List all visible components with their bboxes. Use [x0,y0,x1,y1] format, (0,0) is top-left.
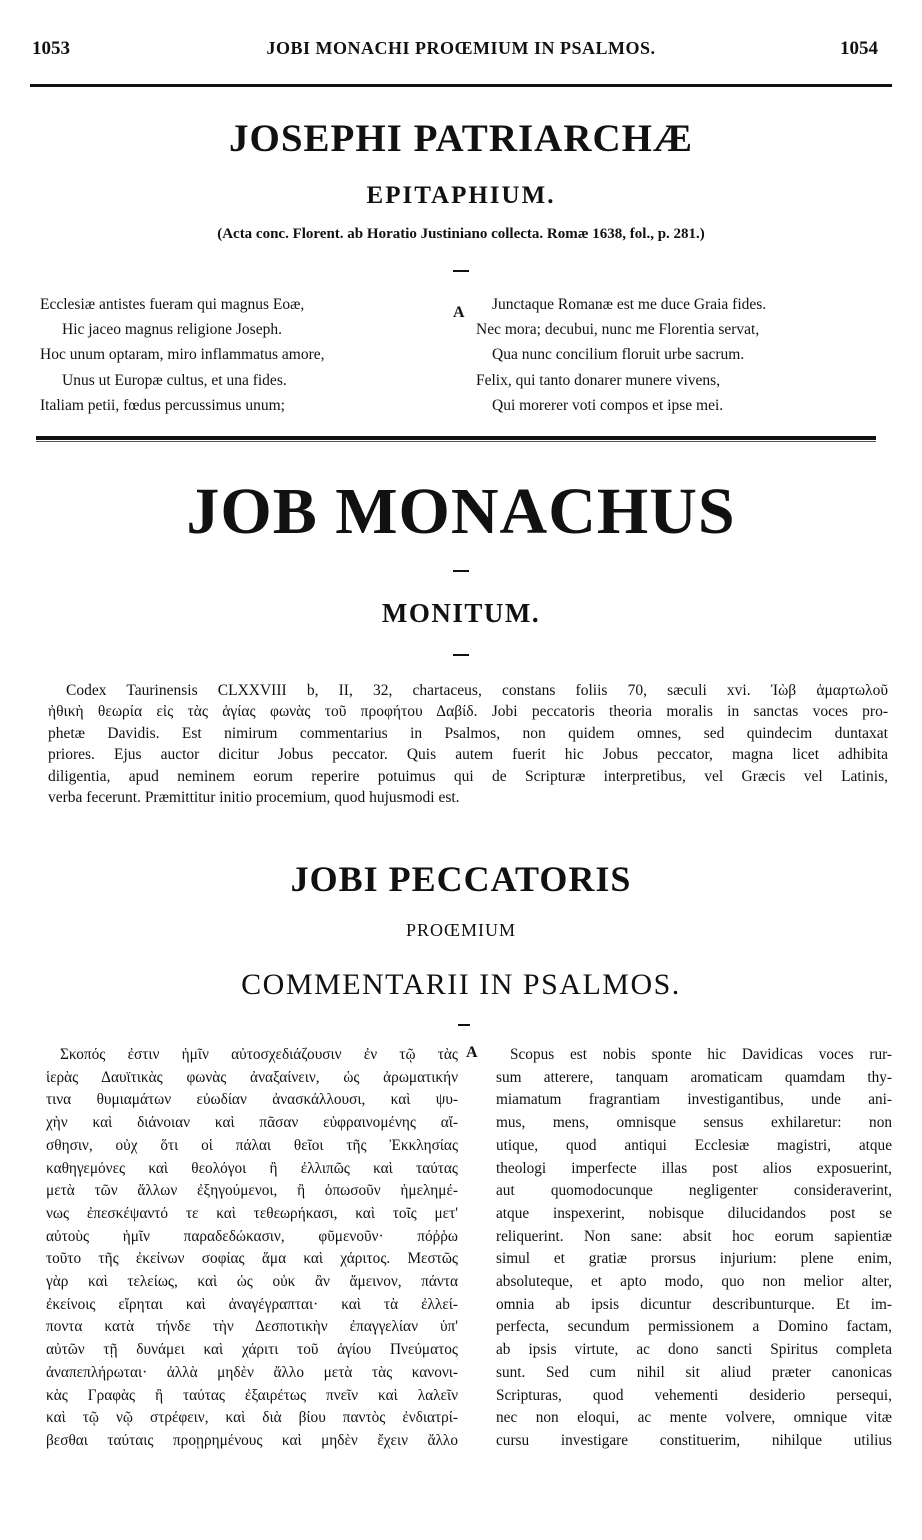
greek-line: τοῦτο τῆς ἐκείνων σοφίας ἅμα καὶ χάριτος. Μεστῶς [46,1250,458,1268]
monitum-text [48,680,888,808]
epitaph-source: (Acta conc. Florent. ab Horatio Justiniano collecta. Romæ 1638, fol., p. 281.) [217,226,705,242]
verse-line: Qua nunc concilium floruit urbe sacrum. [492,346,745,364]
monitum-line: verba fecerunt. Præmittitur initio procemium, quod hujusmodi est. [48,789,460,807]
epitaph-verse-right [476,292,886,418]
latin-line: theologi imperfecte illas post alios exposuerint, [496,1159,892,1177]
monitum-line: phetæ Davidis. Est nimirum commentarius in Psalmos, non quidem omnes, sed quindecim duntaxat [48,724,888,742]
greek-line: νως ἐπεσκέψαντό τε καὶ τεθεωρήκασι, καὶ τοῖς μετ' [46,1204,458,1222]
greek-line: αὐτοὺς ἡμῖν παραδεδώκασιν, φῦμενοῦν· πόῤῥω [46,1227,458,1245]
greek-line: ποντα κατὰ τήνδε τὴν Δεσποτικὴν ἐπαγγελίαν ὑπ' [46,1318,458,1336]
greek-line: ἀναπεπλήρωται· ἀλλὰ μηδὲν ἄλλο μετὰ τὰς κανονι- [46,1363,458,1381]
verse-line: Unus ut Europæ cultus, et una fides. [62,371,287,389]
latin-line: cursu investigare constituerim, nihilque utilius [496,1431,892,1449]
header-rule [30,84,892,87]
latin-line: absoluteque, et apto modo, quo non melior alter, [496,1273,892,1291]
column-marker: A [466,1044,478,1061]
page-number-right: 1054 [840,38,878,59]
prooemium-title: JOBI PECCATORIS [290,859,632,899]
divider-dash [458,1024,470,1026]
latin-line: Scopus est nobis sponte hic Davidicas voces rur- [510,1046,892,1063]
greek-line: γὰρ καὶ τελείως, καὶ ὡς οὐκ ἂν ἄμεινον, πάντα [46,1273,458,1291]
section-rule [36,436,876,440]
greek-line: μετὰ τῶν ἄλλων ἐξηγούμενοι, ἢ ὁπωσοῦν ἠμελημέ- [46,1182,458,1200]
greek-line: βεσθαι ταύταις προῃρημένους καὶ μηδὲν ἔχειν ἄλλο [46,1431,458,1449]
latin-line: atque inspexerint, nobisque dilucidandos post se [496,1204,892,1222]
latin-line: miamatum fragrantiam investigantibus, unde ani- [496,1091,892,1109]
epitaph-verse-left [40,292,450,418]
latin-line: mus, mens, omnisque sensus exhilaretur: non [496,1114,892,1132]
verse-line: Nec mora; decubui, nunc me Florentia servat, [476,321,760,339]
running-title: JOBI MONACHI PROŒMIUM IN PSALMOS. [266,38,656,58]
monitum-line: ἠθικὴ θεωρία εἰς τὰς ἁγίας φωνὰς τοῦ προφήτου Δαβίδ. Jobi peccatoris theoria moralis in sanctas voces pro- [48,703,888,721]
column-marker: A [453,304,465,321]
latin-column [496,1044,892,1453]
latin-line: reliquerint. Non sane: absit hoc eorum sapientiæ [496,1227,892,1245]
latin-line: ab ipsis virtute, ac dono sancti Spiritus completa [496,1341,892,1359]
monitum-line: priores. Ejus auctor dicitur Jobus peccator. Quis autem fuerit hic Jobus peccator, magna licet adhibita [48,746,888,764]
running-head [32,34,890,64]
latin-line: sum atterere, tanquam aromaticam quamdam thy- [496,1068,892,1086]
verse-line: Felix, qui tanto donarer munere vivens, [476,371,721,389]
prooemium-subtitle: PROŒMIUM [405,920,517,940]
monitum-line: diligentia, apud neminem eorum reperire potuimus qui de Scripturæ interpretibus, vel Græcis vel Latinis, [48,767,888,785]
latin-line: simul et gratiæ prorsus injurium: plene enim, [496,1250,892,1268]
greek-line: ἱερὰς Δαυϊτικὰς φωνὰς ἀναξαίνειν, ὡς ἀρωματικήν [46,1068,458,1086]
greek-line: καὶ τῷ νῷ στρέφειν, καὶ διὰ βίου παντὸς ἐνδιατρί- [46,1409,458,1427]
divider-dash [453,270,469,272]
monitum-line: Codex Taurinensis CLXXVIII b, II, 32, chartaceus, constans foliis 70, sæculi xvi. Ἰὼβ ἁμαρτωλοῦ [66,682,888,699]
greek-line: ἐκείνοις εἴρηται καὶ ἀναγέγραπται· καὶ τὰ ἐλλεί- [46,1295,458,1313]
greek-line: αὐτῶν τῇ δυνάμει καὶ χάριτι τοῦ ἁγίου Πνεύματος [46,1341,458,1359]
verse-line: Hic jaceo magnus religione Joseph. [62,321,282,339]
greek-line: καθηγεμόνες καὶ θεολόγοι ἢ ἐλλιπῶς καὶ ταύτας [46,1159,458,1177]
verse-line: Junctaque Romanæ est me duce Graia fides. [492,296,767,313]
greek-column [46,1044,458,1453]
verse-line: Ecclesiæ antistes fueram qui magnus Eoæ, [40,296,305,313]
latin-line: perfecta, secundum permissionem a Domino factam, [496,1318,892,1336]
greek-line: σθησιν, οὐχ ὅτι οἱ πάλαι θεῖοι τῆς Ἐκκλησίας [46,1136,458,1154]
greek-line: Σκοπός ἐστιν ἡμῖν αὐτοσχεδιάζουσιν ἐν τῷ τὰς [60,1046,458,1063]
greek-line: τινα θυμιαμάτων εὐωδίαν ἀνασκάλλουσι, καὶ ψυ- [46,1091,458,1109]
prooemium-subtitle2: COMMENTARII IN PSALMOS. [241,968,681,1001]
latin-line: omnia ab ipsis dicuntur describunturque. Et im- [496,1295,892,1313]
latin-line: utique, quod antiqui Ecclesiæ magistri, atque [496,1136,892,1154]
page-number-left: 1053 [32,38,70,59]
monitum-title: MONITUM. [381,598,541,628]
epitaph-title: JOSEPHI PATRIARCHÆ [228,117,693,160]
latin-line: nec non eloqui, ac mente volvere, omnique vitæ [496,1409,892,1427]
latin-line: sunt. Sed cum nihil sit aliud præter canonicas [496,1363,892,1381]
greek-line: χὴν καὶ διάνοιαν καὶ πᾶσαν εὐφραινομένης αἴ- [46,1114,458,1132]
verse-line: Italiam petii, fœdus percussimus unum; [40,396,285,414]
verse-line: Hoc unum optaram, miro inflammatus amore, [40,346,325,364]
section-rule-thin [36,441,876,442]
divider-dash [453,654,469,656]
divider-dash [453,570,469,572]
greek-line: κὰς Γραφὰς ἢ ταύτας ἐξαιρέτως πνεῖν καὶ λαλεῖν [46,1386,458,1404]
job-title: JOB MONACHUS [186,475,736,548]
latin-line: Scripturas, quod vehementi desiderio persequi, [496,1386,892,1404]
verse-line: Qui morerer voti compos et ipse mei. [492,396,724,414]
latin-line: aut quomodocunque negligenter consideraverint, [496,1182,892,1200]
epitaph-subtitle: EPITAPHIUM. [366,182,556,209]
